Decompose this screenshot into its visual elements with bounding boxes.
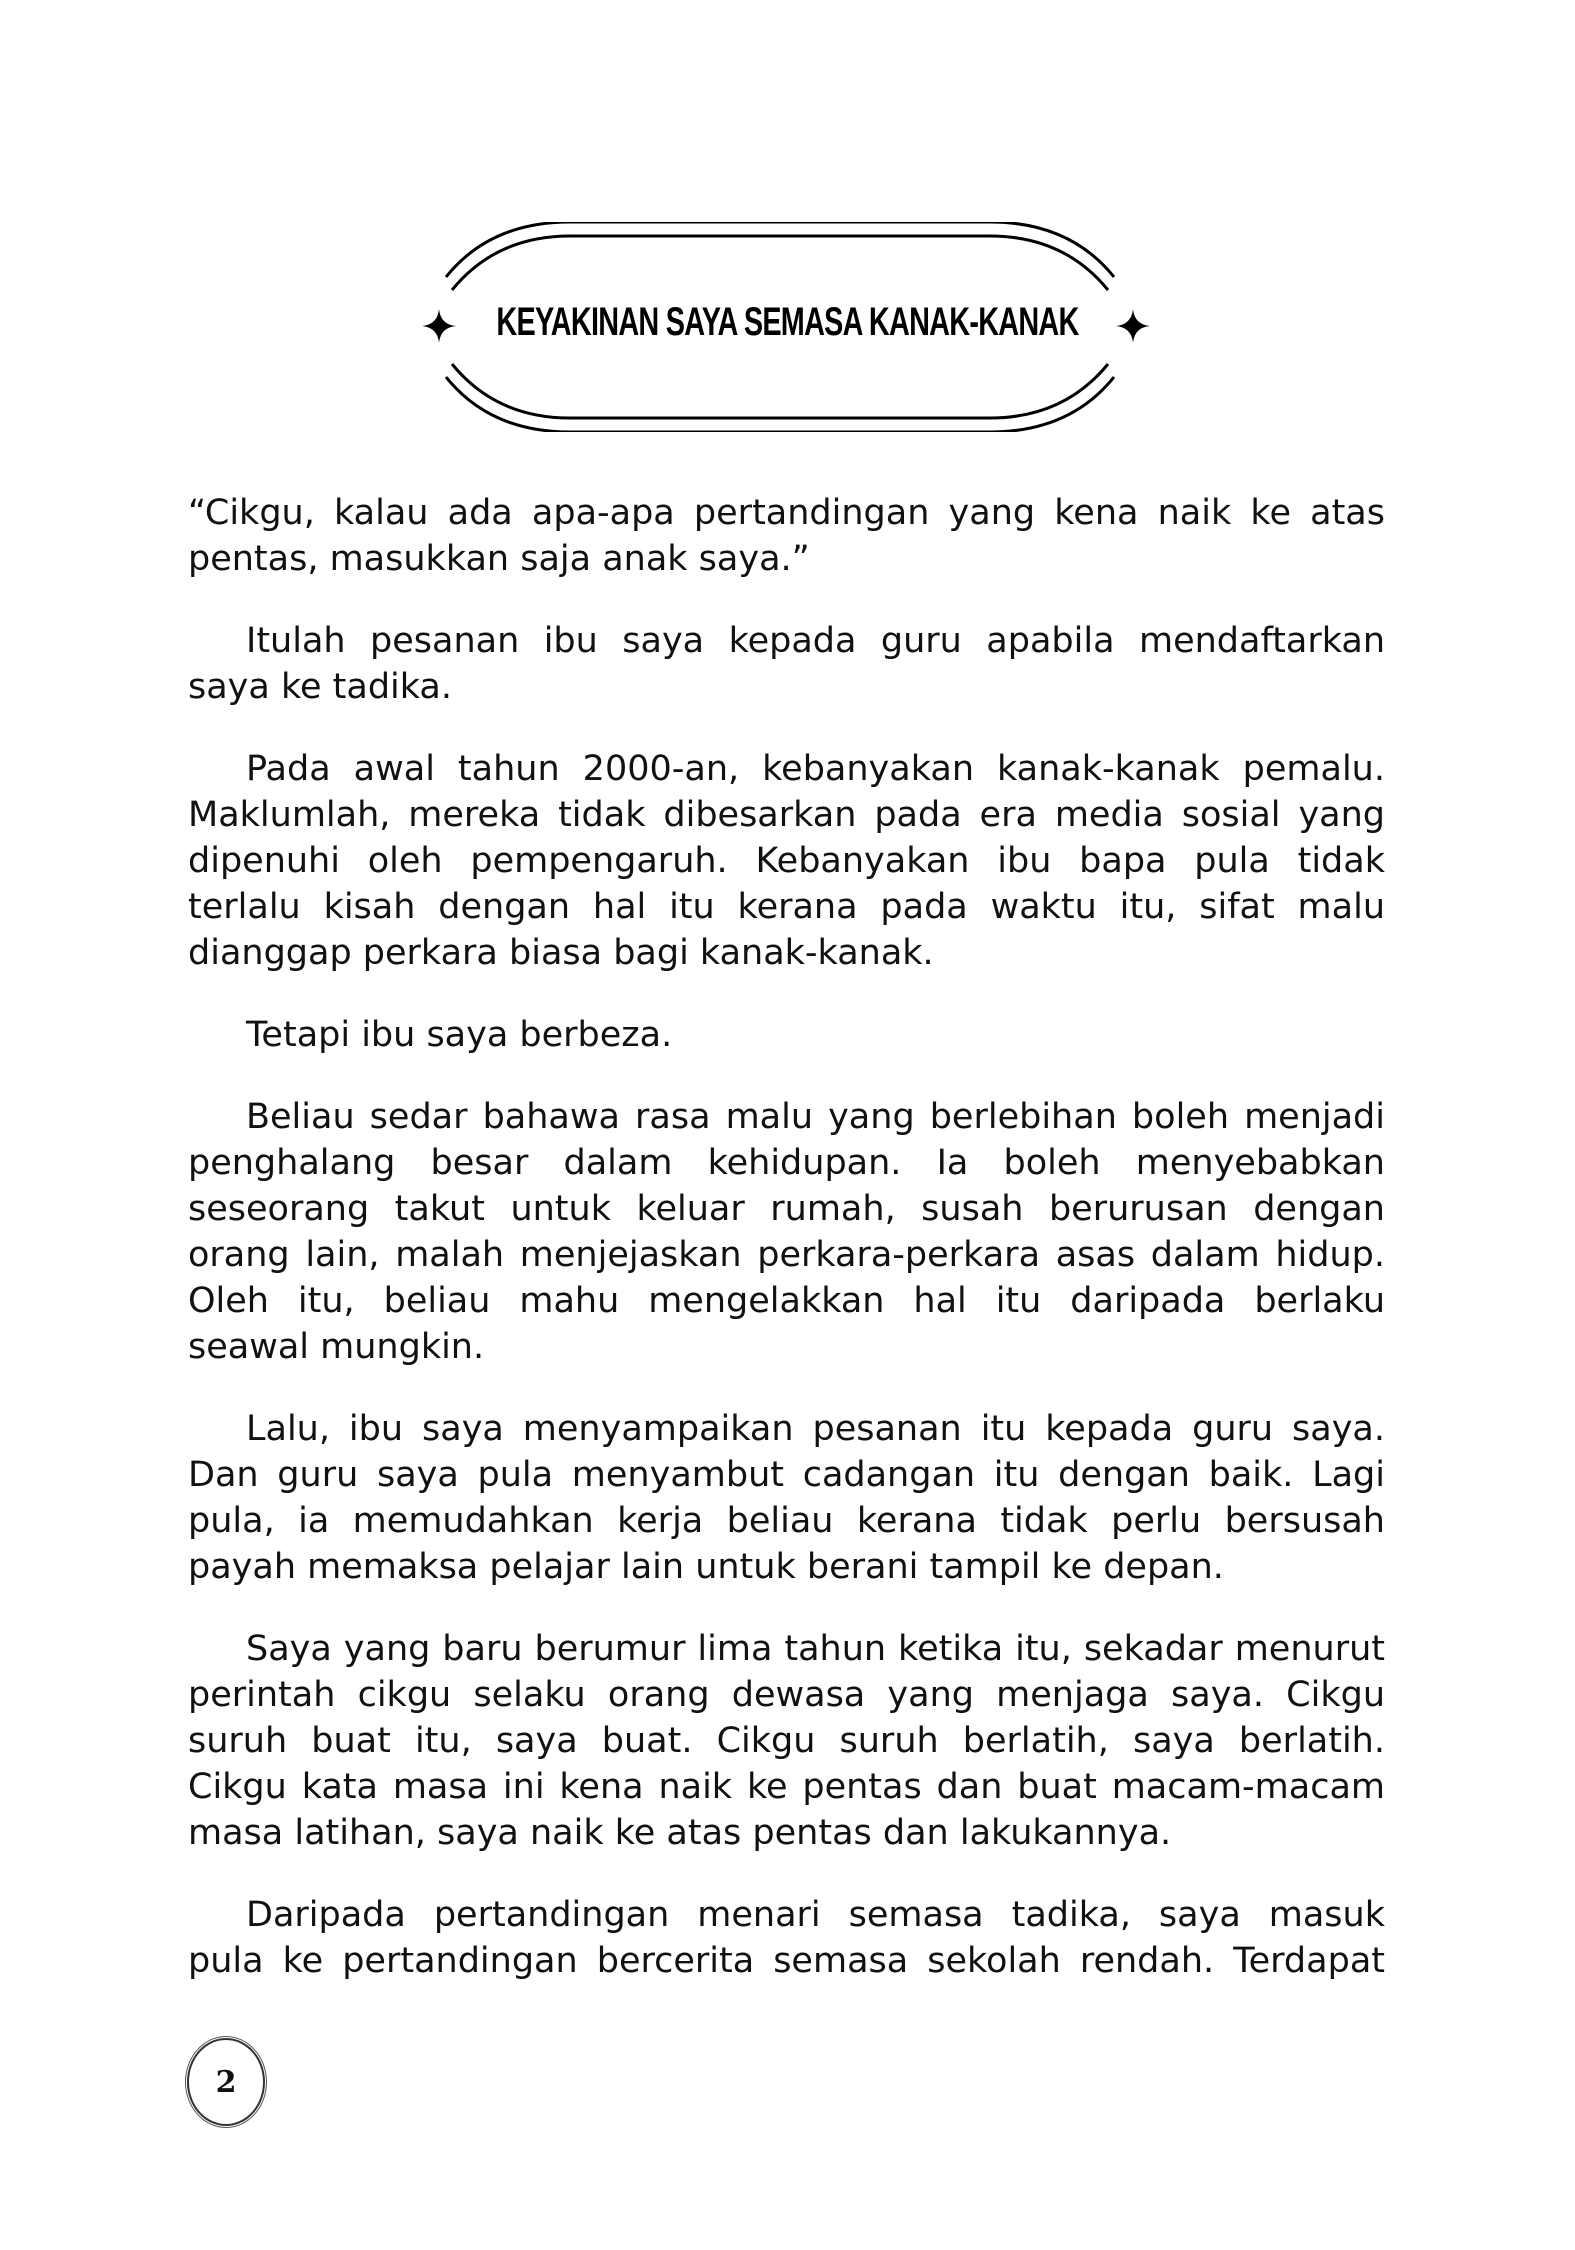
paragraph — [188, 1094, 1385, 1370]
text-line: penghalang besar dalam kehidupan. Ia boleh menyebabkan — [188, 1143, 1385, 1183]
text-line: saya ke tadika. — [188, 667, 452, 707]
paragraph — [188, 1012, 1385, 1058]
paragraph — [188, 746, 1385, 976]
text-line: pula ke pertandingan bercerita semasa sekolah rendah. Terdapat — [188, 1941, 1385, 1981]
text-line: Oleh itu, beliau mahu mengelakkan hal itu daripada berlaku — [188, 1281, 1385, 1321]
text-line: perintah cikgu selaku orang dewasa yang menjaga saya. Cikgu — [188, 1675, 1385, 1715]
text-line: Saya yang baru berumur lima tahun ketika itu, sekadar menurut — [246, 1629, 1385, 1669]
text-line: pentas, masukkan saja anak saya.” — [188, 539, 810, 579]
paragraph — [188, 1626, 1385, 1856]
paragraph — [188, 1406, 1385, 1590]
text-line: seseorang takut untuk keluar rumah, susah berurusan dengan — [188, 1189, 1385, 1229]
text-line: terlalu kisah dengan hal itu kerana pada waktu itu, sifat malu — [188, 887, 1385, 927]
text-line: Beliau sedar bahawa rasa malu yang berlebihan boleh menjadi — [246, 1097, 1385, 1137]
paragraph — [188, 490, 1385, 582]
text-line: Cikgu kata masa ini kena naik ke pentas dan buat macam-macam — [188, 1767, 1385, 1807]
text-line: dipenuhi oleh pempengaruh. Kebanyakan ibu bapa pula tidak — [188, 841, 1385, 881]
text-line: orang lain, malah menjejaskan perkara-perkara asas dalam hidup. — [188, 1235, 1385, 1275]
chapter-title: KEYAKINAN SAYA SEMASA KANAK-KANAK — [496, 300, 1079, 344]
body-text — [188, 490, 1385, 2020]
text-line: Daripada pertandingan menari semasa tadika, saya masuk — [246, 1895, 1385, 1935]
text-line: Dan guru saya pula menyambut cadangan itu dengan baik. Lagi — [188, 1455, 1385, 1495]
text-line: seawal mungkin. — [188, 1327, 485, 1367]
text-line: Pada awal tahun 2000-an, kebanyakan kanak-kanak pemalu. — [246, 749, 1385, 789]
text-line: “Cikgu, kalau ada apa-apa pertandingan yang kena naik ke atas — [188, 493, 1385, 533]
text-line: payah memaksa pelajar lain untuk berani tampil ke depan. — [188, 1547, 1224, 1587]
text-line: Lalu, ibu saya menyampaikan pesanan itu kepada guru saya. — [246, 1409, 1385, 1449]
text-line: Maklumlah, mereka tidak dibesarkan pada era media sosial yang — [188, 795, 1385, 835]
paragraph — [188, 1892, 1385, 1984]
text-line: pula, ia memudahkan kerja beliau kerana tidak perlu bersusah — [188, 1501, 1385, 1541]
page-number: 2 — [187, 2038, 265, 2126]
text-line: Itulah pesanan ibu saya kepada guru apabila mendaftarkan — [246, 621, 1385, 661]
text-line: dianggap perkara biasa bagi kanak-kanak. — [188, 933, 934, 973]
text-line: suruh buat itu, saya buat. Cikgu suruh berlatih, saya berlatih. — [188, 1721, 1385, 1761]
paragraph — [188, 618, 1385, 710]
text-line: Tetapi ibu saya berbeza. — [246, 1015, 673, 1055]
text-line: masa latihan, saya naik ke atas pentas dan lakukannya. — [188, 1813, 1172, 1853]
